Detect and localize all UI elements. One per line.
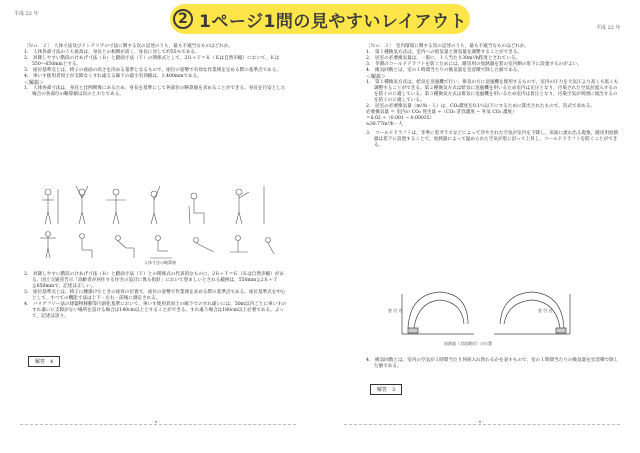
right-page [366,44,622,149]
left-explanation-1: 1. 人体各部寸法は，身長と比例関係にあるため，身長を基準にして各部位の略算値を求めることができる。身長を目安とした場合の各部位の略算値は次のとおりである。 [24,86,286,97]
right-page-lower [366,358,622,370]
right-explanation-3: 3. コールドドラフトは，冬季に窓ガラスなどによって冷やされた空気が室内を下降し，床面に流れ出る現象。暖房用放熱器は窓下に設置することで，放熱器によって温められた空気が窓に沿って上昇し，コールドドラフトを防ぐことができる。 [366,131,619,148]
left-explanation-2: 2. 昇降しやすい階段のけあげ寸法（Ｒ）と踏面寸法（Ｔ）との関係式の代表的なものに，2Ｒ＋Ｔ＝Ｋ（Ｋは自然歩幅）がある。国土交通省告示「高齢者が居住する住宅の設計に係る指針」において望ましいとされる範囲は，550mm≦2Ｒ＋Ｔ≦650mmで，記述は正しい。 [24,272,284,289]
left-explanation-4: 4. バリアフリー法の建築物移動等円滑化基準において，車いす使用者同士の廊下でのすれ違いには，50m以内ごとに車いすのすれ違いに支障がない場所を設ける場合は140cm以上とすることができる。すれ違う場合は180cm以上必要である。よって，記述は誤り。 [24,302,287,319]
radiator-drawing [384,284,584,342]
right-explanation-1: 1. 第１種換気方式は，給気を送風機で行い，排気の方に送風機を使用するもので，室内の圧力を大気圧より高くも低くも調整することができる。第２種換気方式は給気に送風機を用いるため室内は正圧となり，汚染された空気が流入するのを防ぐのに適している。第３種換気方式は排気に送風機を用いるため室内は負圧となり，汚染空気が周囲に流出するのを防ぐのに適している。 [366,80,619,103]
right-kaisetsu-label: ＜解説＞ [366,74,387,80]
right-formula-1: 必要換気量 ＝ 室内の CO₂ 発生量 ÷（CO₂ 許容濃度 − 外気 CO₂ 濃度） [366,110,517,115]
radiator-figure [384,284,584,348]
banner-title: 1ページ1問の見やすいレイアウト [199,11,467,32]
left-page [24,44,290,98]
right-option-1: 1. 第１種換気方式は，室内への給気量と排気量を調整することができる。 [366,50,522,55]
banner-number: 2 [173,9,193,29]
right-answer-box: 解答 3 [370,384,402,395]
left-footer-rule [20,424,296,425]
right-formula-2: ＝0.02 ÷（0.001 − 0.00035） [366,116,435,121]
right-footer-rule [344,424,620,425]
body-figure-caption: 人体寸法の略算値 [144,260,176,265]
left-page-lower [24,272,290,320]
right-option-3: 3. 冬期のコールドドラフトを防ぐためには，暖房用の放熱器を窓の室内側の窓下に設置するのがよい。 [366,62,582,67]
radiator-left-label: 窓 付 近 [388,308,403,313]
body-dimension-figure [34,182,284,268]
left-explanation-3: 3. 座位基準点とは，椅子に腰掛けたときの座骨の位置で，座位の姿勢で作業域を求める際の基準点である。座位基準点を中心として，すべての機能寸法は上下・左右・前後に測定される。 [24,290,286,301]
right-option-2: 2. 居室の必要換気量は，一般に，１人当たり30m³/h程度とされている。 [366,56,521,61]
left-option-2: 2. 昇降しやすい階段のけあげ寸法（Ｒ）と踏面寸法（Ｔ）の関係式として，2Ｒ＋Ｔ＝Ｋ（Ｋは自然歩幅）において，Ｋは550〜650mmとする。 [24,56,280,67]
left-option-1: 1. 人体各部寸法のうち座高は，身長との相関が高く，身長に対して約55％である。 [24,50,200,55]
right-formula-3: ≒30.77m³/h・人 [366,122,403,127]
right-question-head: ［Ｎｏ．３］ 室内環境に関する次の記述のうち，最も不適当なものはどれか。 [366,44,530,49]
right-explanation-4: 4. 換気回数とは，室内の空気が１時間当たり何回入れ替わるかを表すもので，室の１時間当たりの換気量を室容積で除した値である。 [366,358,619,369]
left-question-head: ［Ｎｏ．２］ 人体寸法及びインテリアの寸法に関する次の記述のうち，最も不適当なものはどれか。 [24,44,234,49]
header-year-right: 平成 22 年 [596,25,621,31]
right-explanation-2: 2. 居室の必要換気量（m³/h・人）は，CO₂濃度を0.1％以下にするために算出されたもので，次式で求める。 [366,104,595,109]
body-dimension-drawing [34,182,284,268]
left-option-4: 4. 車いす使用者同士が支障なくすれ違える廊下の最小有効幅は，1,400mmである。 [24,74,202,79]
right-page-number: - 6 - [476,419,484,424]
left-kaisetsu-label: ＜解説＞ [24,80,45,86]
header-year-left: 平成 22 年 [14,11,39,17]
right-option-4: 4. 換気回数とは，室の１時間当たりの換気量を室容積で除した値である。 [366,68,522,73]
left-option-3: 3. 座位基準点とは，椅子の座面の高さを決める基準となるもので，座位の姿勢で有効な作業域を定める際の基準点である。 [24,68,281,73]
left-answer-box: 解答 4 [28,356,60,367]
radiator-right-label: 窓 付 近 [538,308,553,313]
title-banner [170,4,470,34]
radiator-figure-caption: 放熱器（対流暖房）の位置 [444,341,492,346]
left-page-number: - 6 - [152,419,160,424]
